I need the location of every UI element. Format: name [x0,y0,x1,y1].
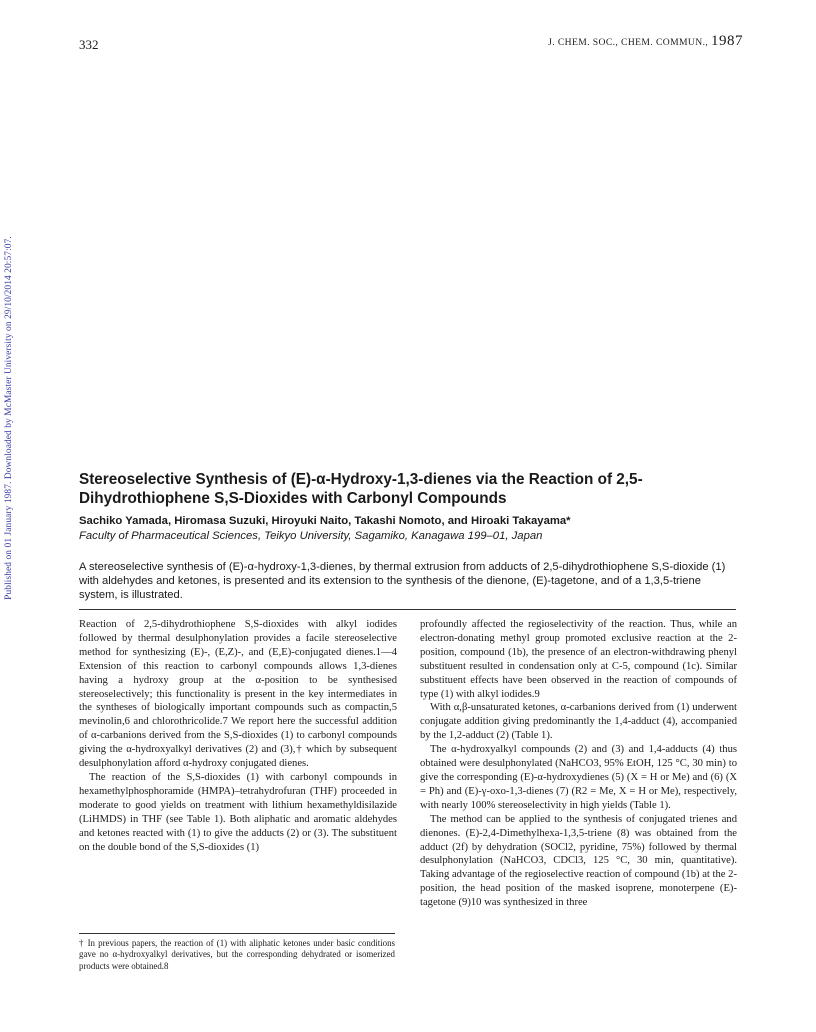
body-paragraph: With α,β-unsaturated ketones, α-carbanions derived from (1) underwent conjugate addition giving predominantly the 1,4-adduct (4), accompanied by the 1,2-adduct (2) (Table 1). [420,702,737,742]
abstract: A stereoselective synthesis of (E)-α-hydroxy-1,3-dienes, by thermal extrusion from adducts of 2,5-dihydrothiophene S,S-dioxide (1) with aldehydes and ketones, is presented and its extension to the synthesis of the dienone, (E)-tagetone, and of a 1,3,5-triene system, is illustrated. [79,561,726,602]
body-paragraph: The method can be applied to the synthesis of conjugated trienes and dienones. (E)-2,4-Dimethylhexa-1,3,5-triene (8) was obtained from the adduct (2f) by dehydration (SOCl2, pyridine, 75%) followed by thermal desulphonylation (NaHCO3, CDCl3, 125 °C, 30 min, quantitative). Taking advantage of the regioselective reaction of compound (1b) at the 2-position, the head position of the masked isoprene, monoterpene (E)-tagetone (9)10 was synthesized in three [420,813,737,909]
journal-name: J. CHEM. SOC., CHEM. COMMUN., [548,37,709,48]
left-column [79,618,397,854]
body-paragraph: The α-hydroxyalkyl compounds (2) and (3) and 1,4-adducts (4) thus obtained were desulphonylated (NaHCO3, 95% EtOH, 125 °C, 30 min) to give the corresponding (E)-α-hydroxydienes (5) (X = H or Me) and (6) (X = Ph) and (E)-γ-oxo-1,3-dienes (7) (R2 = Me, X = H or Me), respectively, with nearly 100% stereoselectivity in high yields (Table 1). [420,744,737,811]
journal-year: 1987 [711,33,743,49]
abstract-divider [79,609,736,610]
author-list: Sachiko Yamada, Hiromasa Suzuki, Hiroyuki Naito, Takashi Nomoto, and Hiroaki Takayama* [79,515,571,527]
footnote: † In previous papers, the reaction of (1) with aliphatic ketones under basic conditions gave no α-hydroxyalkyl derivatives, but the corresponding dehydrated or isomerized products were obtained.8 [79,938,395,971]
running-header [548,33,743,50]
download-notice-text: Published on 01 January 1987. Downloaded by McMaster University on 29/10/2014 20:57:07. [4,235,14,600]
footnote-divider [79,933,395,934]
right-column [420,618,737,910]
download-notice [2,215,16,620]
article-title: Stereoselective Synthesis of (E)-α-Hydroxy-1,3-dienes via the Reaction of 2,5-Dihydrothiophene S,S-Dioxides with Carbonyl Compounds [79,471,643,507]
body-paragraph: The reaction of the S,S-dioxides (1) with carbonyl compounds in hexamethylphosphoramide (HMPA)–tetrahydrofuran (THF) proceeded in moderate to good yields on treatment with lithium hexamethyldisilazide (LiHMDS) in THF (see Table 1). Both aliphatic and aromatic aldehydes and ketones reacted with (1) to give the adducts (2) or (3). The substituent on the double bond of the S,S-dioxides (1) [79,771,397,853]
body-paragraph: profoundly affected the regioselectivity of the reaction. Thus, while an electron-donating methyl group promoted exclusive reaction at the 2-position, compound (1b), the presence of an electron-withdrawing phenyl substituent resulted in condensation only at C-5, compound (1c). Similar substituent effects have been observed in the reaction of compounds of type (1) with alkyl iodides.9 [420,619,737,700]
affiliation: Faculty of Pharmaceutical Sciences, Teikyo University, Sagamiko, Kanagawa 199–01, Japan [79,530,543,542]
page-number: 332 [79,37,99,52]
body-paragraph: Reaction of 2,5-dihydrothiophene S,S-dioxides with alkyl iodides followed by thermal desulphonylation provides a facile stereoselective method for synthesizing (E)-, (E,Z)-, and (E,E)-conjugated dienes.1—4 Extension of this reaction to carbonyl compounds allows 1,3-dienes having a hydroxy group at the α-position to be synthesised stereoselectively; this functionality is present in the key intermediates in the syntheses of biologically important compounds such as compactin,5 mevinolin,6 and chlorothricolide.7 We report here the successful addition of α-carbanions derived from the S,S-dioxides (1) to carbonyl compounds giving the α-hydroxyalkyl derivatives (2) and (3),† which by subsequent desulphonylation afford α-hydroxy conjugated dienes. [79,619,397,770]
